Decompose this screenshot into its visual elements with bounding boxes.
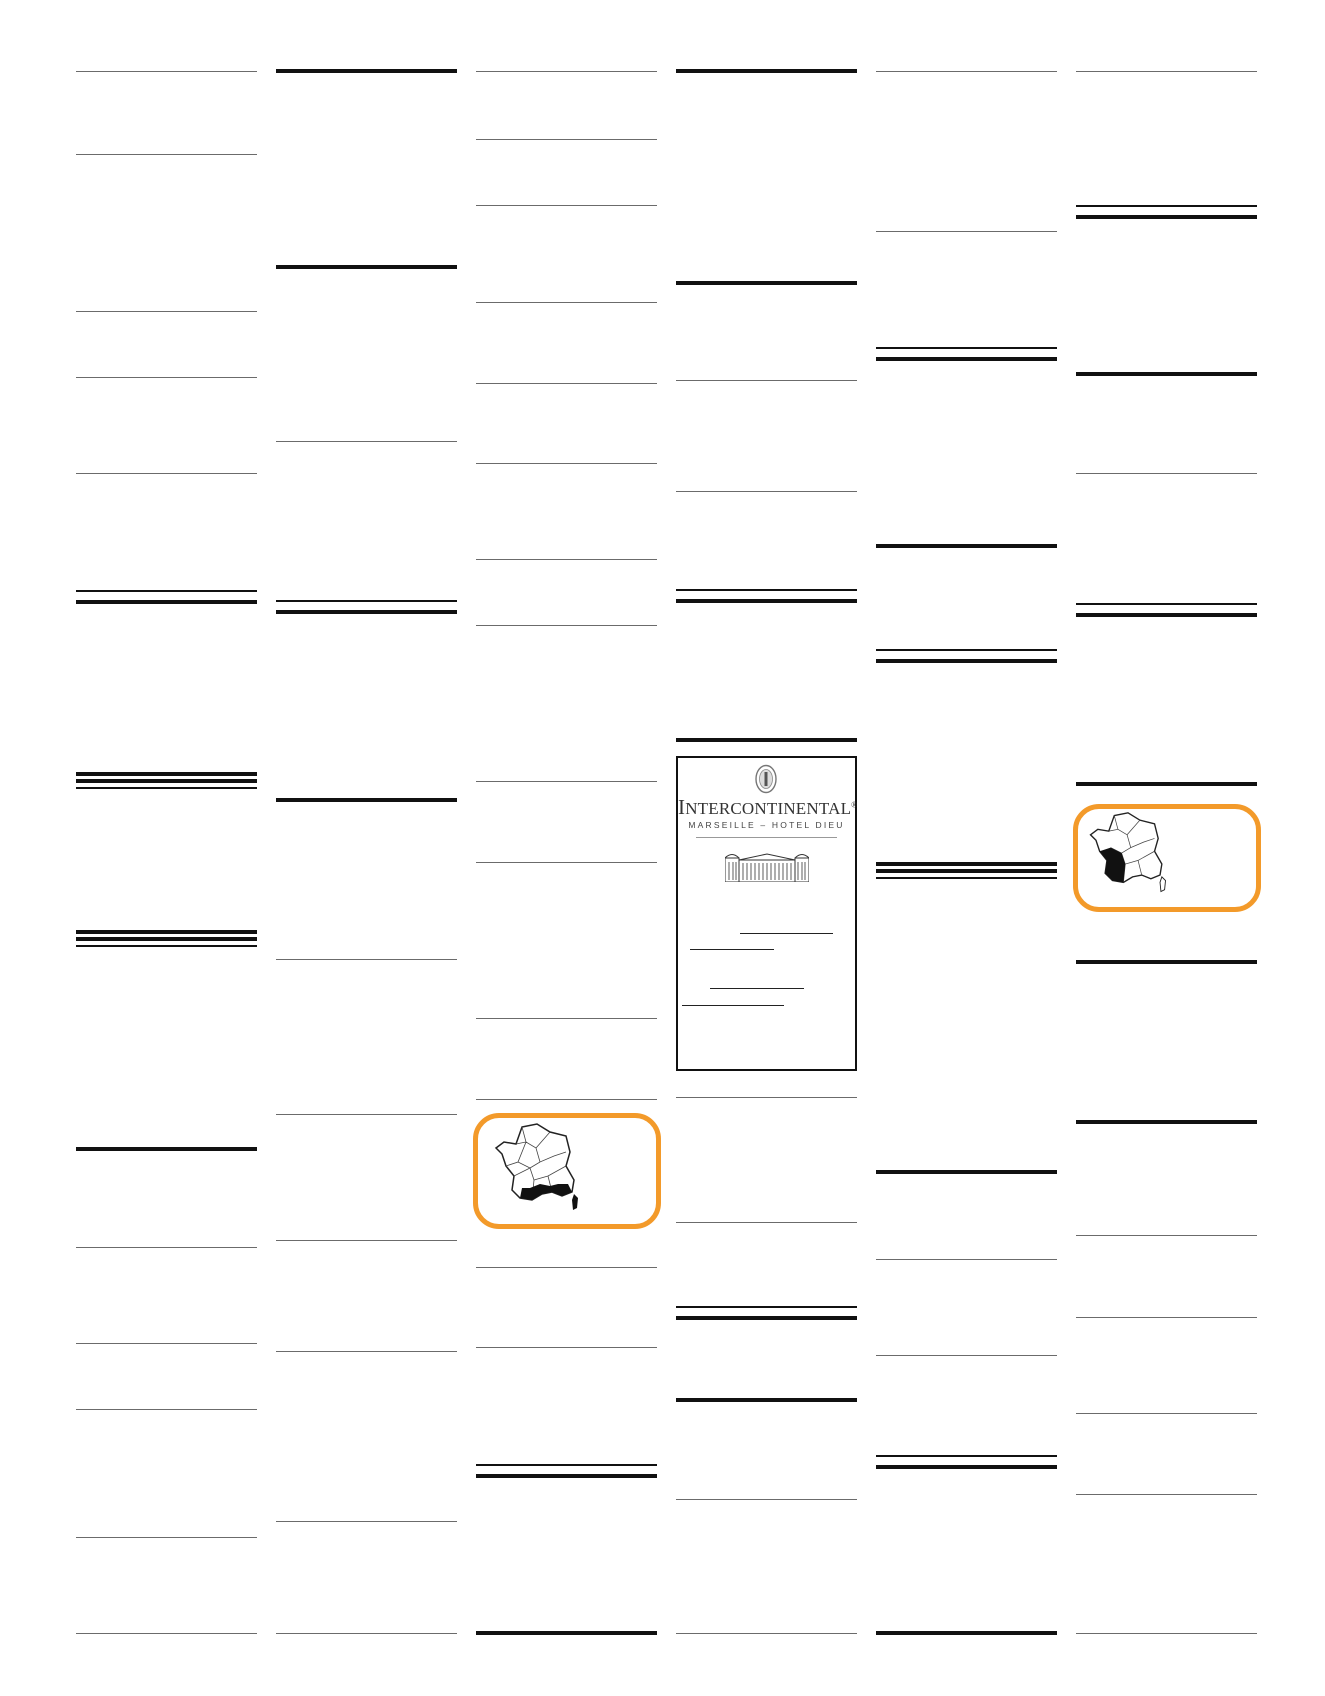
section-rule: [1076, 1633, 1257, 1634]
brand-name: [678, 795, 858, 820]
section-rule: [76, 1409, 257, 1410]
ad-underline: [690, 949, 774, 950]
section-rule: [476, 862, 657, 863]
section-rule: [276, 441, 457, 442]
registered-mark: ®: [851, 800, 858, 810]
section-rule: [276, 69, 457, 73]
section-rule: [876, 1631, 1057, 1635]
section-rule: [876, 544, 1057, 548]
section-rule: [1076, 473, 1257, 474]
section-rule-double: [676, 1306, 857, 1320]
section-rule: [476, 625, 657, 626]
section-rule-triple: [76, 772, 257, 788]
section-rule: [676, 1222, 857, 1223]
section-rule: [1076, 1235, 1257, 1236]
section-rule: [876, 71, 1057, 72]
section-rule: [676, 1499, 857, 1500]
section-rule-double: [676, 589, 857, 603]
section-rule: [1076, 71, 1257, 72]
section-rule: [676, 1097, 857, 1098]
section-rule: [76, 71, 257, 72]
hotel-location: MARSEILLE – HOTEL DIEU: [688, 820, 845, 830]
section-rule: [1076, 1120, 1257, 1124]
section-rule: [476, 205, 657, 206]
hotel-advertisement: [676, 756, 857, 1071]
section-rule-triple: [876, 862, 1057, 878]
section-rule: [276, 265, 457, 269]
column-2: [276, 0, 457, 1696]
section-rule: [276, 1351, 457, 1352]
section-rule-double: [1076, 603, 1257, 617]
section-rule: [1076, 960, 1257, 964]
section-rule: [476, 559, 657, 560]
ad-underline: [740, 933, 833, 934]
section-rule: [476, 1631, 657, 1635]
section-rule: [1076, 1494, 1257, 1495]
section-rule: [1076, 372, 1257, 376]
column-6: [1076, 0, 1257, 1696]
section-rule: [276, 1114, 457, 1115]
section-rule: [476, 383, 657, 384]
section-rule: [676, 69, 857, 73]
intercontinental-emblem-icon: [754, 764, 778, 794]
section-rule: [276, 1521, 457, 1522]
section-rule-triple: [76, 930, 257, 946]
france-map-icon: [492, 1122, 582, 1216]
section-rule: [76, 1537, 257, 1538]
brand-rest: NTERCONTINENTAL: [685, 799, 852, 818]
section-rule: [476, 302, 657, 303]
section-rule: [676, 1633, 857, 1634]
column-4: [676, 0, 857, 1696]
section-rule: [676, 1398, 857, 1402]
france-map-southeast-highlight: [473, 1113, 661, 1229]
section-rule-double: [76, 590, 257, 604]
section-rule: [276, 1633, 457, 1634]
section-rule: [476, 463, 657, 464]
section-rule-double: [1076, 205, 1257, 219]
section-rule: [676, 738, 857, 742]
section-rule: [76, 1633, 257, 1634]
hotel-building-icon: [725, 850, 809, 882]
section-rule: [876, 1355, 1057, 1356]
section-rule: [76, 1343, 257, 1344]
column-5: [876, 0, 1057, 1696]
section-rule: [76, 473, 257, 474]
section-rule: [1076, 1317, 1257, 1318]
section-rule-double: [476, 1464, 657, 1478]
section-rule: [676, 281, 857, 285]
section-rule-double: [876, 1455, 1057, 1469]
section-rule-double: [876, 347, 1057, 361]
section-rule: [76, 377, 257, 378]
ad-underline: [682, 1005, 784, 1006]
section-rule: [476, 139, 657, 140]
section-rule: [676, 380, 857, 381]
section-rule: [676, 491, 857, 492]
section-rule: [876, 231, 1057, 232]
section-rule-double: [876, 649, 1057, 663]
section-rule: [76, 154, 257, 155]
section-rule: [76, 1247, 257, 1248]
section-rule: [476, 1099, 657, 1100]
section-rule: [276, 798, 457, 802]
section-rule: [276, 959, 457, 960]
section-rule: [476, 1347, 657, 1348]
ad-underline: [710, 988, 804, 989]
ad-divider: [696, 837, 837, 838]
section-rule: [876, 1259, 1057, 1260]
section-rule-double: [276, 600, 457, 614]
section-rule: [476, 71, 657, 72]
section-rule: [76, 311, 257, 312]
section-rule: [476, 1018, 657, 1019]
section-rule: [276, 1240, 457, 1241]
section-rule: [476, 781, 657, 782]
section-rule: [1076, 782, 1257, 786]
section-rule: [1076, 1413, 1257, 1414]
column-1: [76, 0, 257, 1696]
section-rule: [76, 1147, 257, 1151]
france-map-icon: [1086, 811, 1170, 897]
section-rule: [476, 1267, 657, 1268]
section-rule: [876, 1170, 1057, 1174]
brand-initial: I: [678, 795, 686, 819]
france-map-southwest-highlight: [1073, 804, 1261, 912]
column-3: [476, 0, 657, 1696]
